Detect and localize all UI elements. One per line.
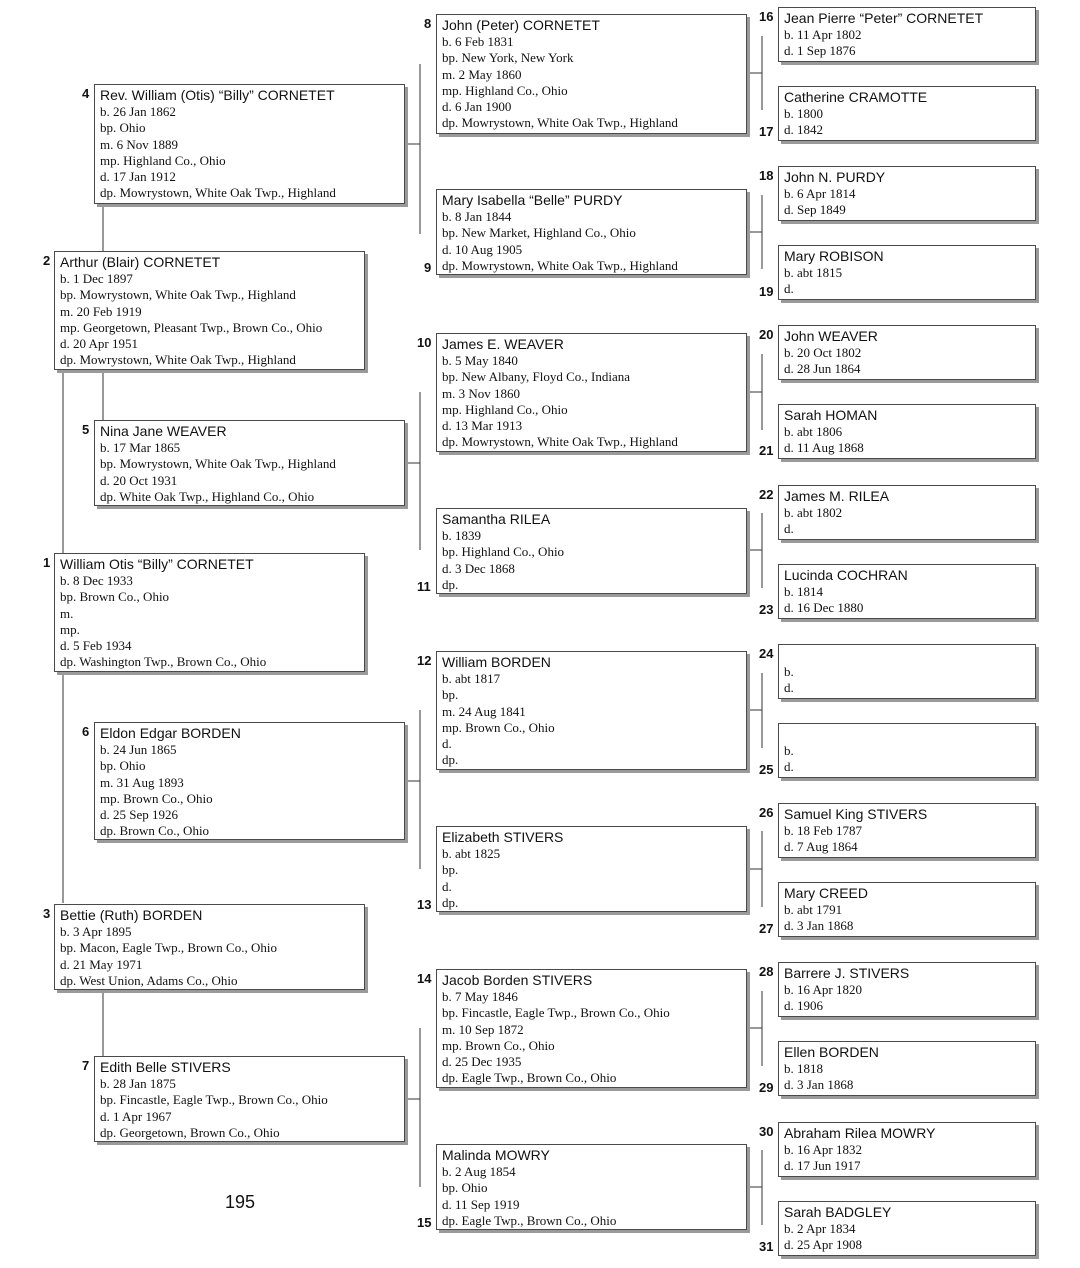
person-fact: bp. Ohio — [442, 1180, 488, 1196]
person-fact: m. 31 Aug 1893 — [100, 774, 184, 790]
person-fact: b. 2 Apr 1834 — [784, 1221, 856, 1236]
person-fact: dp. Mowrystown, White Oak Twp., Highland — [442, 257, 678, 273]
person-fact: dp. — [442, 576, 459, 592]
person-fact: d. 3 Dec 1868 — [442, 560, 515, 576]
person-number: 10 — [417, 335, 432, 350]
person-name: John WEAVER — [784, 328, 878, 344]
person-fact: mp. Brown Co., Ohio — [442, 1037, 555, 1053]
person-number: 31 — [759, 1239, 774, 1254]
person-fact: d. 20 Apr 1951 — [60, 336, 138, 352]
person-box-3[interactable] — [54, 904, 365, 990]
person-fact: d. 5 Feb 1934 — [60, 638, 132, 654]
person-fact: bp. Highland Co., Ohio — [442, 544, 565, 560]
person-name: Samuel King STIVERS — [784, 806, 928, 822]
person-box-13[interactable] — [436, 826, 747, 912]
person-fact: d. 10 Aug 1905 — [442, 241, 523, 257]
person-fact: b. 17 Mar 1865 — [100, 440, 181, 455]
person-fact: b. 7 May 1846 — [442, 989, 518, 1004]
person-fact: mp. Highland Co., Ohio — [442, 401, 568, 417]
person-fact: dp. — [442, 752, 459, 768]
person-fact: dp. White Oak Twp., Highland Co., Ohio — [100, 488, 315, 504]
person-fact: d. 1906 — [784, 998, 823, 1014]
person-fact: mp. Brown Co., Ohio — [442, 719, 555, 735]
person-fact: b. 1800 — [784, 106, 823, 121]
person-fact: b. abt 1791 — [784, 902, 843, 917]
person-number: 28 — [759, 964, 774, 979]
person-name: Catherine CRAMOTTE — [784, 89, 928, 105]
person-box-23[interactable] — [778, 564, 1036, 619]
person-fact: b. 2 Aug 1854 — [442, 1164, 516, 1179]
person-name: Malinda MOWRY — [442, 1147, 550, 1163]
person-fact: m. 6 Nov 1889 — [100, 136, 178, 152]
person-fact: b. 26 Jan 1862 — [100, 104, 176, 119]
person-box-27[interactable] — [778, 882, 1036, 937]
person-number: 24 — [759, 646, 774, 661]
person-number: 3 — [43, 906, 51, 921]
person-name: John N. PURDY — [784, 169, 886, 185]
person-fact: dp. Georgetown, Brown Co., Ohio — [100, 1124, 280, 1140]
person-fact: d. 11 Sep 1919 — [442, 1196, 520, 1212]
person-fact: d. 16 Dec 1880 — [784, 600, 864, 616]
person-name: James M. RILEA — [784, 488, 890, 504]
person-box-1[interactable] — [54, 553, 365, 672]
person-fact: dp. Mowrystown, White Oak Twp., Highland — [60, 352, 296, 368]
person-box-25[interactable] — [778, 723, 1036, 778]
person-fact: b. 1839 — [442, 528, 481, 543]
person-number: 15 — [417, 1215, 432, 1230]
person-box-30[interactable] — [778, 1122, 1036, 1177]
person-fact: d. — [784, 281, 794, 297]
person-number: 11 — [417, 579, 431, 594]
person-fact: dp. Eagle Twp., Brown Co., Ohio — [442, 1212, 617, 1228]
person-fact: b. 24 Jun 1865 — [100, 742, 177, 757]
person-name: Ellen BORDEN — [784, 1044, 879, 1060]
person-fact: d. 6 Jan 1900 — [442, 99, 512, 115]
person-fact: b. 5 May 1840 — [442, 353, 518, 368]
person-box-29[interactable] — [778, 1041, 1036, 1096]
person-number: 21 — [759, 443, 774, 458]
person-number: 12 — [417, 653, 432, 668]
person-name: Arthur (Blair) CORNETET — [60, 254, 221, 270]
person-name: Sarah HOMAN — [784, 407, 878, 423]
person-fact: bp. — [442, 687, 459, 703]
person-number: 6 — [82, 724, 90, 739]
person-fact: d. — [442, 736, 452, 752]
person-fact: d. 28 Jun 1864 — [784, 361, 861, 377]
person-box-24[interactable] — [778, 644, 1036, 699]
person-fact: d. 25 Sep 1926 — [100, 807, 178, 823]
person-number: 16 — [759, 9, 774, 24]
page-number: 195 — [225, 1192, 256, 1212]
person-fact: d. 11 Aug 1868 — [784, 440, 864, 456]
person-fact: d. 20 Oct 1931 — [100, 472, 178, 488]
person-fact: bp. Brown Co., Ohio — [60, 589, 170, 605]
person-number: 23 — [759, 602, 774, 617]
person-fact: m. 24 Aug 1841 — [442, 703, 526, 719]
person-fact: m. 3 Nov 1860 — [442, 385, 520, 401]
person-fact: d. 17 Jun 1917 — [784, 1158, 861, 1174]
person-box-14[interactable] — [436, 969, 747, 1088]
person-fact: d. — [784, 680, 794, 696]
person-fact: b. 1 Dec 1897 — [60, 271, 133, 286]
person-fact: b. 11 Apr 1802 — [784, 27, 862, 42]
person-fact: d. 13 Mar 1913 — [442, 418, 523, 434]
person-fact: bp. Ohio — [100, 120, 146, 136]
person-box-12[interactable] — [436, 651, 747, 770]
person-name: Mary ROBISON — [784, 248, 884, 264]
person-number: 4 — [82, 86, 90, 101]
person-name: Abraham Rilea MOWRY — [784, 1125, 936, 1141]
person-fact: b. 28 Jan 1875 — [100, 1076, 176, 1091]
person-fact: mp. Highland Co., Ohio — [100, 152, 226, 168]
person-box-20[interactable] — [778, 325, 1036, 380]
person-fact: d. — [784, 759, 794, 775]
person-fact: d. 3 Jan 1868 — [784, 1077, 854, 1093]
person-box-4[interactable] — [94, 84, 405, 204]
person-fact: b. abt 1815 — [784, 265, 843, 280]
person-number: 29 — [759, 1080, 774, 1095]
person-box-19[interactable] — [778, 245, 1036, 300]
person-box-6[interactable] — [94, 722, 405, 840]
person-fact: m. 2 May 1860 — [442, 66, 522, 82]
person-fact: bp. Fincastle, Eagle Twp., Brown Co., Ohio — [100, 1092, 328, 1108]
person-name: Mary CREED — [784, 885, 869, 901]
person-fact: bp. New Albany, Floyd Co., Indiana — [442, 369, 630, 385]
person-fact: d. 7 Aug 1864 — [784, 839, 858, 855]
person-fact: bp. Macon, Eagle Twp., Brown Co., Ohio — [60, 940, 277, 956]
person-fact: b. 20 Oct 1802 — [784, 345, 862, 360]
person-fact: dp. Brown Co., Ohio — [100, 823, 210, 839]
person-box-10[interactable] — [436, 333, 747, 452]
person-number: 14 — [417, 971, 432, 986]
person-fact: dp. Mowrystown, White Oak Twp., Highland — [442, 115, 678, 131]
person-fact: m. 10 Sep 1872 — [442, 1021, 524, 1037]
person-name: William Otis “Billy” CORNETET — [60, 556, 254, 572]
person-fact: bp. Fincastle, Eagle Twp., Brown Co., Ohio — [442, 1005, 670, 1021]
person-name: Jean Pierre “Peter” CORNETET — [784, 10, 984, 26]
person-number: 17 — [759, 124, 774, 139]
person-fact: m. — [60, 605, 74, 621]
person-fact: dp. West Union, Adams Co., Ohio — [60, 972, 238, 988]
person-box-22[interactable] — [778, 485, 1036, 540]
person-fact: b. 6 Apr 1814 — [784, 186, 856, 201]
person-box-18[interactable] — [778, 166, 1036, 221]
person-fact: dp. Eagle Twp., Brown Co., Ohio — [442, 1070, 617, 1086]
person-box-8[interactable] — [436, 14, 747, 134]
person-fact: dp. Mowrystown, White Oak Twp., Highland — [442, 434, 678, 450]
person-fact: m. 20 Feb 1919 — [60, 303, 142, 319]
person-fact: d. 21 May 1971 — [60, 956, 143, 972]
person-fact: d. — [442, 878, 452, 894]
person-box-9[interactable] — [436, 189, 747, 275]
person-fact: dp. Mowrystown, White Oak Twp., Highland — [100, 185, 336, 201]
person-box-7[interactable] — [94, 1056, 405, 1142]
person-fact: mp. — [60, 621, 80, 637]
person-number: 1 — [43, 555, 51, 570]
person-number: 26 — [759, 805, 774, 820]
person-fact: dp. — [442, 894, 459, 910]
person-number: 25 — [759, 762, 774, 777]
person-number: 7 — [82, 1058, 90, 1073]
person-fact: b. 16 Apr 1820 — [784, 982, 862, 997]
person-fact: d. 3 Jan 1868 — [784, 918, 854, 934]
person-fact: bp. — [442, 862, 459, 878]
person-fact: b. — [784, 743, 794, 758]
person-fact: bp. New York, New York — [442, 50, 574, 66]
person-box-21[interactable] — [778, 404, 1036, 459]
person-name: Mary Isabella “Belle” PURDY — [442, 192, 623, 208]
person-box-16[interactable] — [778, 7, 1036, 62]
person-fact: b. abt 1806 — [784, 424, 843, 439]
person-box-26[interactable] — [778, 803, 1036, 858]
person-fact: b. abt 1825 — [442, 846, 501, 861]
person-name: James E. WEAVER — [442, 336, 564, 352]
person-name: Rev. William (Otis) “Billy” CORNETET — [100, 87, 335, 103]
person-fact: bp. Mowrystown, White Oak Twp., Highland — [60, 287, 296, 303]
person-fact: d. Sep 1849 — [784, 202, 846, 218]
person-box-2[interactable] — [54, 251, 365, 370]
person-fact: b. abt 1817 — [442, 671, 501, 686]
person-number: 13 — [417, 897, 432, 912]
person-name: Bettie (Ruth) BORDEN — [60, 907, 203, 923]
person-name: Elizabeth STIVERS — [442, 829, 564, 845]
person-fact: b. — [784, 664, 794, 679]
person-fact: b. 8 Dec 1933 — [60, 573, 133, 588]
person-number: 30 — [759, 1124, 774, 1139]
person-number: 2 — [43, 253, 51, 268]
person-number: 8 — [424, 16, 432, 31]
person-number: 20 — [759, 327, 774, 342]
person-number: 9 — [424, 260, 432, 275]
person-fact: dp. Washington Twp., Brown Co., Ohio — [60, 654, 267, 670]
person-fact: b. 6 Feb 1831 — [442, 34, 514, 49]
person-name: Sarah BADGLEY — [784, 1204, 892, 1220]
person-number: 19 — [759, 284, 774, 299]
person-number: 27 — [759, 921, 774, 936]
person-box-5[interactable] — [94, 420, 405, 506]
person-box-11[interactable] — [436, 508, 747, 594]
person-box-15[interactable] — [436, 1144, 747, 1230]
person-name: William BORDEN — [442, 654, 551, 670]
person-fact: b. 18 Feb 1787 — [784, 823, 862, 838]
person-number: 18 — [759, 168, 774, 183]
person-fact: d. 1 Apr 1967 — [100, 1108, 172, 1124]
person-fact: b. 1818 — [784, 1061, 823, 1076]
person-number: 22 — [759, 487, 774, 502]
person-fact: d. 25 Dec 1935 — [442, 1054, 522, 1070]
person-fact: d. 25 Apr 1908 — [784, 1237, 862, 1253]
person-fact: mp. Brown Co., Ohio — [100, 790, 213, 806]
person-fact: d. 17 Jan 1912 — [100, 169, 176, 185]
person-fact: mp. Highland Co., Ohio — [442, 82, 568, 98]
person-fact: mp. Georgetown, Pleasant Twp., Brown Co., Ohio — [60, 319, 323, 335]
person-name: Jacob Borden STIVERS — [442, 972, 593, 988]
person-name: Eldon Edgar BORDEN — [100, 725, 241, 741]
person-box-17[interactable] — [778, 86, 1036, 141]
person-fact: bp. Ohio — [100, 758, 146, 774]
person-fact: b. 8 Jan 1844 — [442, 209, 512, 224]
person-name: Samantha RILEA — [442, 511, 551, 527]
person-name: Lucinda COCHRAN — [784, 567, 908, 583]
person-fact: b. 16 Apr 1832 — [784, 1142, 862, 1157]
person-name: John (Peter) CORNETET — [442, 17, 600, 33]
person-fact: bp. Mowrystown, White Oak Twp., Highland — [100, 456, 336, 472]
person-fact: b. 3 Apr 1895 — [60, 924, 132, 939]
person-fact: d. — [784, 521, 794, 537]
person-name: Nina Jane WEAVER — [100, 423, 227, 439]
person-name: Barrere J. STIVERS — [784, 965, 910, 981]
person-fact: bp. New Market, Highland Co., Ohio — [442, 225, 636, 241]
person-box-28[interactable] — [778, 962, 1036, 1017]
person-fact: b. abt 1802 — [784, 505, 843, 520]
person-fact: d. 1842 — [784, 122, 823, 138]
person-number: 5 — [82, 422, 90, 437]
person-fact: d. 1 Sep 1876 — [784, 43, 856, 59]
person-box-31[interactable] — [778, 1201, 1036, 1256]
person-fact: b. 1814 — [784, 584, 823, 599]
person-name: Edith Belle STIVERS — [100, 1059, 231, 1075]
